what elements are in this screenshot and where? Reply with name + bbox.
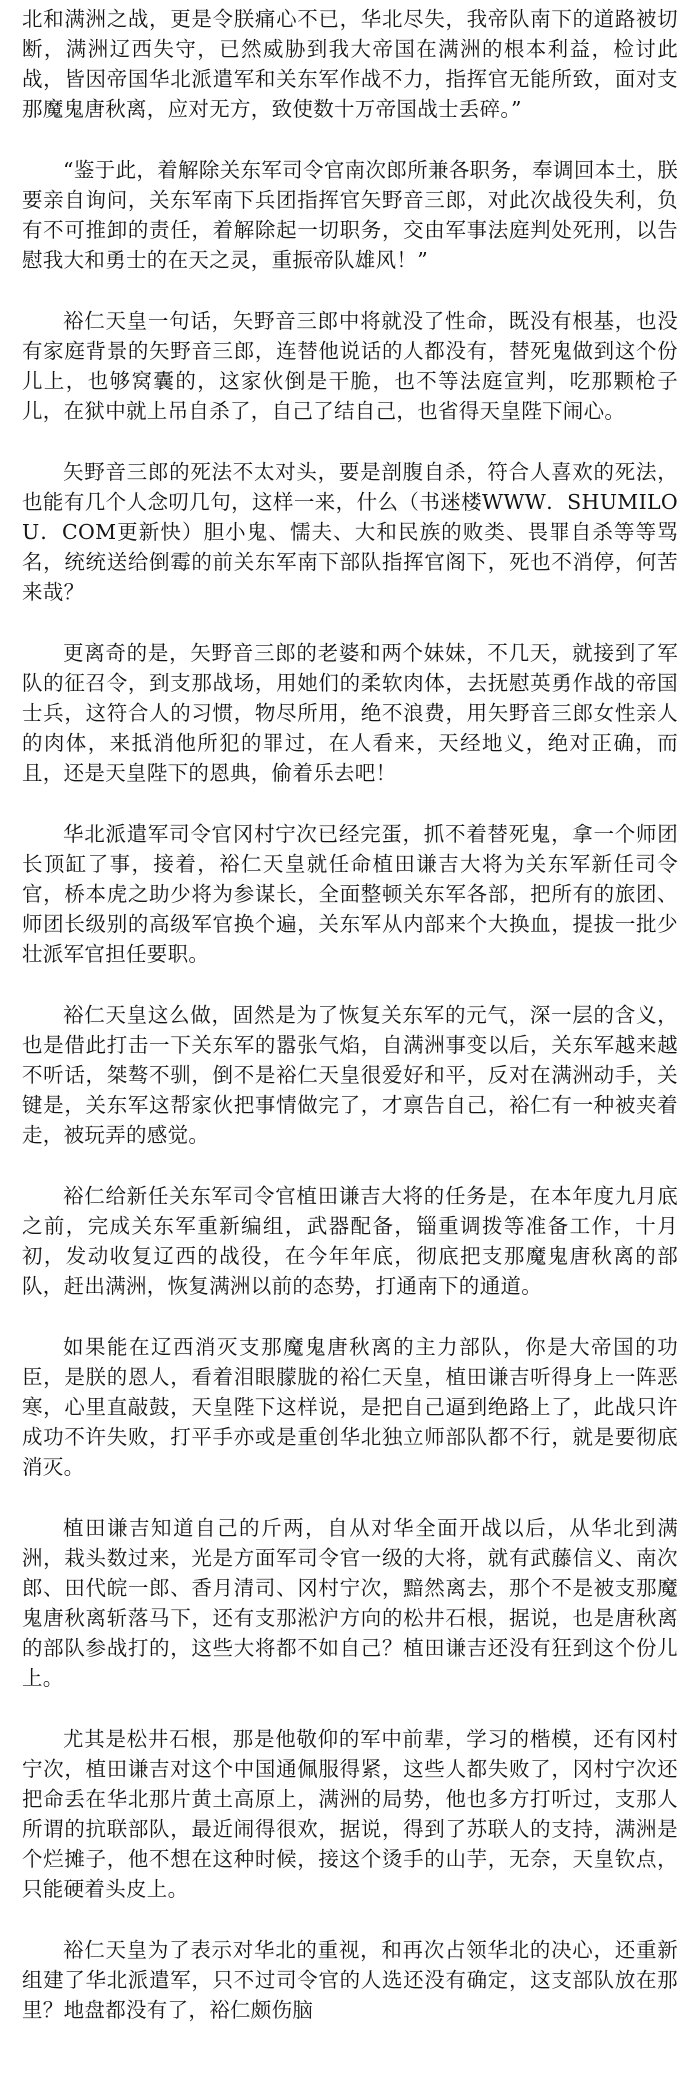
paragraph-12: 裕仁天皇为了表示对华北的重视，和再次占领华北的决心，还重新组建了华北派遣军，只不过司令官的人选还没有确定，这支部队放在那里？地盘都没有了，裕仁颇伤脑 <box>22 1938 678 2022</box>
paragraph-1: 北和满洲之战，更是令朕痛心不已，华北尽失，我帝队南下的道路被切断，满洲辽西失守，已然威胁到我大帝国在满洲的根本利益，检讨此战，皆因帝国华北派遣军和关东军作战不力，指挥官无能所致，面对支那魔鬼唐秋离，应对无方，致使数十万帝国战士丢碎。” <box>22 7 678 121</box>
paragraph-4: 矢野音三郎的死法不太对头，要是剖腹自杀，符合人喜欢的死法，也能有几个人念叨几句，这样一来，什么（书迷楼WWW．SHUMILOU．COM更新快）胆小鬼、懦夫、大和民族的败类、畏罪自杀等等骂名，统统送给倒霉的前关东军南下部队指挥官阁下，死也不消停，何苦来哉？ <box>22 460 678 604</box>
paragraph-7: 裕仁天皇这么做，固然是为了恢复关东军的元气，深一层的含义，也是借此打击一下关东军的嚣张气焰，自满洲事变以后，关东军越来越不听话，桀骜不驯，倒不是裕仁天皇很爱好和平，反对在满洲动手，关键是，关东军这帮家伙把事情做完了，才禀告自己，裕仁有一种被夹着走，被玩弄的感觉。 <box>22 1003 678 1147</box>
paragraph-3: 裕仁天皇一句话，矢野音三郎中将就没了性命，既没有根基，也没有家庭背景的矢野音三郎，连替他说话的人都没有，替死鬼做到这个份儿上，也够窝囊的，这家伙倒是干脆，也不等法庭宣判，吃那颗枪子儿，在狱中就上吊自杀了，自己了结自己，也省得天皇陛下闹心。 <box>22 309 678 423</box>
paragraph-6: 华北派遣军司令官冈村宁次已经完蛋，抓不着替死鬼，拿一个师团长顶缸了事，接着，裕仁天皇就任命植田谦吉大将为关东军新任司令官，桥本虎之助少将为参谋长，全面整顿关东军各部，把所有的旅团、师团长级别的高级军官换个遍，关东军从内部来个大换血，提拔一批少壮派军官担任要职。 <box>22 822 678 966</box>
paragraph-10: 植田谦吉知道自己的斤两，自从对华全面开战以后，从华北到满洲，栽头数过来，光是方面军司令官一级的大将，就有武藤信义、南次郎、田代皖一郎、香月清司、冈村宁次，黯然离去，那个不是被支那魔鬼唐秋离斩落马下，还有支那淞沪方向的松井石根，据说，也是唐秋离的部队参战打的，这些大将都不如自己？植田谦吉还没有狂到这个份儿上。 <box>22 1516 678 1690</box>
paragraph-8: 裕仁给新任关东军司令官植田谦吉大将的任务是，在本年度九月底之前，完成关东军重新编组，武器配备，锱重调拨等准备工作，十月初，发动收复辽西的战役，在今年年底，彻底把支那魔鬼唐秋离的部队，赶出满洲，恢复满洲以前的态势，打通南下的通道。 <box>22 1184 678 1298</box>
paragraph-9: 如果能在辽西消灭支那魔鬼唐秋离的主力部队，你是大帝国的功臣，是朕的恩人，看着泪眼朦胧的裕仁天皇，植田谦吉听得身上一阵恶寒，心里直敲鼓，天皇陛下这样说，是把自己逼到绝路上了，此战只许成功不许失败，打平手亦或是重创华北独立师部队都不行，就是要彻底消灭。 <box>22 1335 678 1479</box>
paragraph-11: 尤其是松井石根，那是他敬仰的军中前辈，学习的楷模，还有冈村宁次，植田谦吉对这个中国通佩服得紧，这些人都失败了，冈村宁次还把命丢在华北那片黄土高原上，满洲的局势，他也多方打听过，支那人所谓的抗联部队，最近闹得很欢，据说，得到了苏联人的支持，满洲是个烂摊子，他不想在这种时候，接这个烫手的山芋，无奈，天皇钦点，只能硬着头皮上。 <box>22 1727 678 1901</box>
paragraph-5: 更离奇的是，矢野音三郎的老婆和两个妹妹，不几天，就接到了军队的征召令，到支那战场，用她们的柔软肉体，去抚慰英勇作战的帝国士兵，这符合人的习惯，物尽所用，绝不浪费，用矢野音三郎女性亲人的肉体，来抵消他所犯的罪过，在人看来，天经地义，绝对正确，而且，还是天皇陛下的恩典，偷着乐去吧！ <box>22 641 678 785</box>
paragraph-2: “鉴于此，着解除关东军司令官南次郎所兼各职务，奉调回本土，朕要亲自询问，关东军南下兵团指挥官矢野音三郎，对此次战役失利，负有不可推卸的责任，着解除起一切职务，交由军事法庭判处死刑，以告慰我大和勇士的在天之灵，重振帝队雄风！” <box>22 158 678 272</box>
